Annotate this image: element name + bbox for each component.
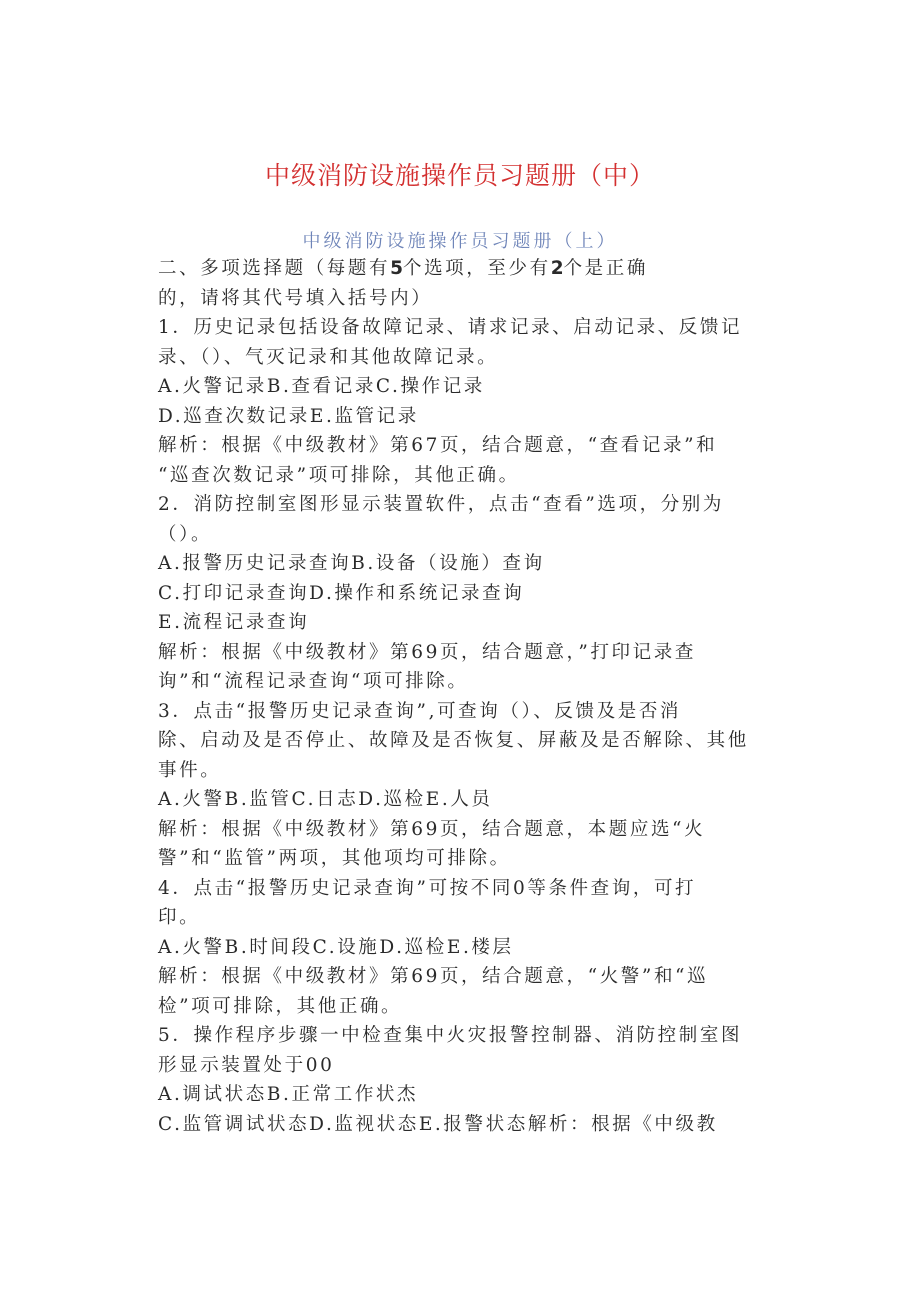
question-1-options: D.巡查次数记录E.监管记录 [158, 405, 419, 427]
question-5-options: C.监管调试状态D.监视状态E.报警状态解析：根据《中级教 [158, 1113, 718, 1135]
question-4-stem: 印。 [158, 907, 201, 928]
question-3-stem: 除、启动及是否停止、故障及是否恢复、屏蔽及是否解除、其他 [158, 730, 749, 751]
question-3-analysis: 警”和“监管”两项，其他项均可排除。 [158, 848, 511, 869]
question-5-stem: 形显示装置处于00 [158, 1054, 335, 1076]
question-1-options: A.火警记录B.查看记录C.操作记录 [158, 376, 485, 397]
question-1-analysis: “巡查次数记录”项可排除，其他正确。 [158, 464, 520, 486]
question-5-stem: 5．操作程序步骤一中检查集中火灾报警控制器、消防控制室图 [158, 1025, 743, 1046]
question-1-analysis: 解析：根据《中级教材》第67页，结合题意，“查看记录”和 [158, 435, 718, 456]
question-5-options: A.调试状态B.正常工作状杰 [158, 1084, 419, 1105]
question-1-stem: 1．历史记录包括设备故障记录、请求记录、启动记录、反馈记 [158, 317, 743, 338]
section-header-line-2: 的，请将其代号填入括号内） [158, 287, 433, 309]
question-2-stem: （）。 [158, 523, 213, 545]
section-header-text-c: 个是正确 [563, 258, 648, 279]
question-2-analysis: 询”和“流程记录查询“项可排除。 [158, 671, 469, 692]
question-3-options: A.火警B.监管C.日志D.巡检E.人员 [158, 789, 493, 810]
question-2-analysis: 解析：根据《中级教材》第69页，结合题意，”打印记录查 [158, 641, 696, 663]
option-count-number: 5 [390, 258, 403, 279]
question-4-analysis: 检”项可排除，其他正确。 [158, 995, 403, 1017]
section-header-text-b: 个选项，至少有 [402, 258, 551, 279]
section-header-line-1 [158, 254, 778, 284]
question-2-options: A.报警历史记录查询B.设备（设施）查询 [158, 553, 545, 574]
question-4-options: A.火警B.时间段C.设施D.巡检E.楼层 [158, 936, 514, 958]
question-3-analysis: 解析：根据《中级教材》第69页，结合题意，本题应选“火 [158, 818, 706, 840]
question-4-stem: 4．点击“报警历史记录查询”可按不同0等条件查询，可打 [158, 877, 697, 899]
correct-count-number: 2 [550, 258, 564, 279]
question-1-stem: 录、（）、气灭记录和其他故障记录。 [158, 346, 499, 368]
question-2-options: E.流程记录查询 [158, 612, 310, 633]
document-title: 中级消防设施操作员习题册（中） [264, 161, 655, 190]
question-4-analysis: 解析：根据《中级教材》第69页，结合题意，“火警”和“巡 [158, 966, 709, 987]
document-subtitle: 中级消防设施操作员习题册（上） [302, 231, 618, 252]
question-3-stem: 3．点击“报警历史记录查询”,可查询（）、反馈及是否消 [158, 700, 682, 722]
question-2-options: C.打印记录查询D.操作和系统记录查询 [158, 582, 525, 604]
question-2-stem: 2．消防控制室图形显示装置软件，点击“查看”选项，分别为 [158, 494, 724, 515]
section-header-text-a: 二、多项选择题（每题有 [158, 258, 391, 279]
document-body [158, 254, 778, 1139]
question-3-stem: 事件。 [158, 759, 222, 781]
